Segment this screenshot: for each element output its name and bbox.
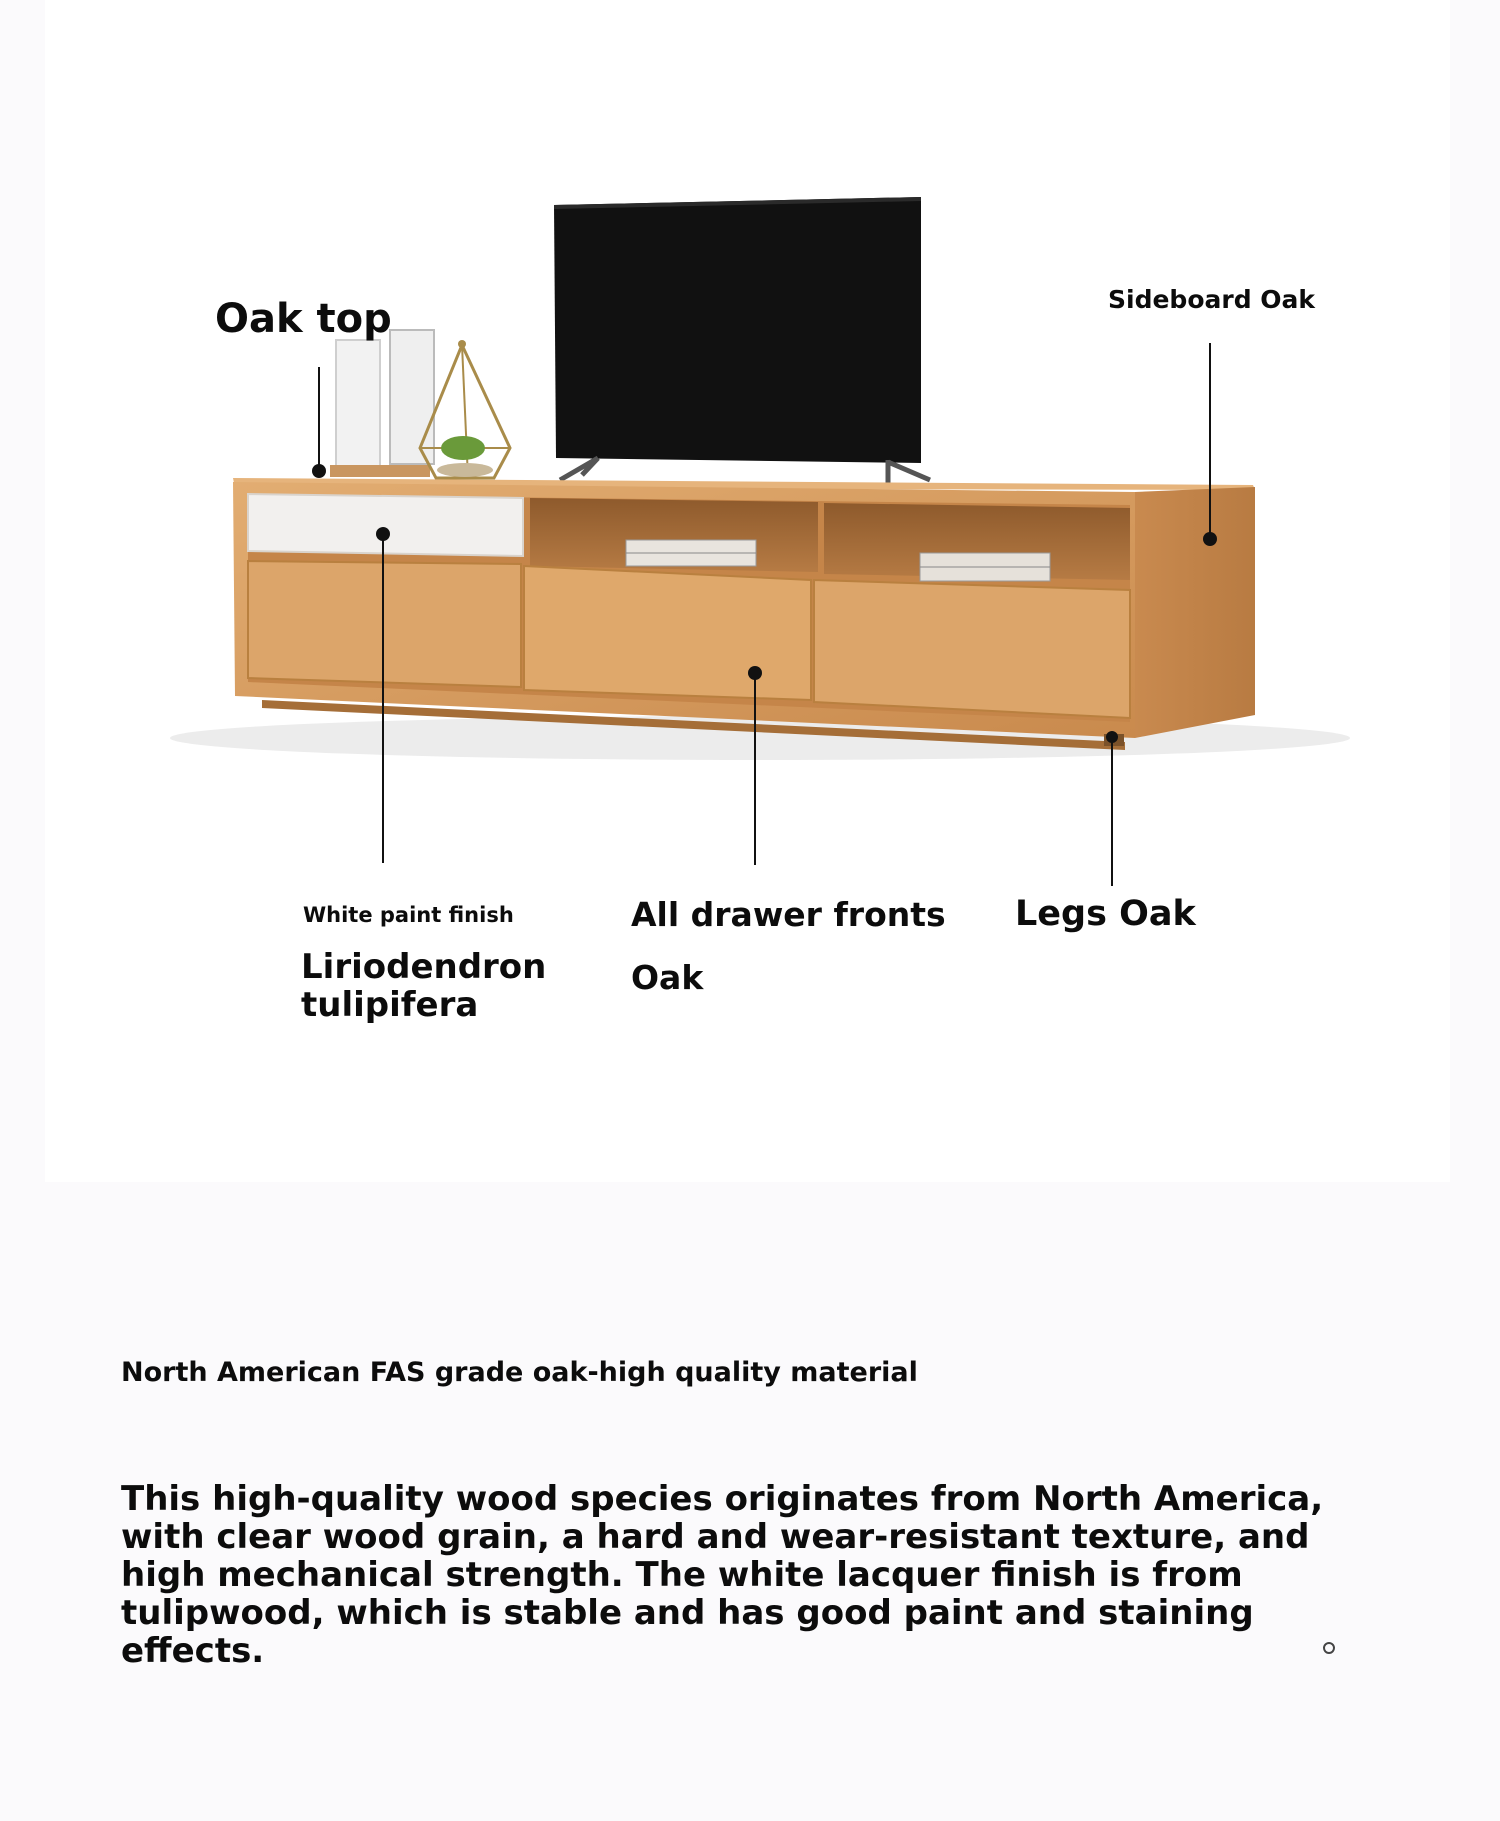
photo-frames [330, 330, 434, 477]
tv-cabinet [233, 478, 1255, 750]
material-heading: North American FAS grade oak-high quality material [121, 1357, 918, 1388]
legs-oak-label: Legs Oak [1015, 894, 1196, 934]
sideboard-dot [1203, 532, 1217, 546]
drawer-oak-label: Oak [631, 958, 704, 997]
sideboard-oak-label: Sideboard Oak [1108, 285, 1316, 314]
white-paint-finish-label: White paint finish [303, 903, 514, 927]
material-description: This high-quality wood species originates from North America, with clear wood grain, a hard and wear-resistant texture, and high mechanical strength. The white lacquer finish is from tulipwood, which is stable and has good paint and staining effects. [121, 1479, 1324, 1671]
oak-top-label: Oak top [215, 296, 392, 342]
liriodendron-label: Liriodendron tulipifera [301, 947, 547, 1025]
television [554, 197, 930, 484]
cabinet-side [1135, 487, 1255, 738]
drawer-fronts-label: All drawer fronts [631, 895, 946, 934]
tv-stand-right [888, 460, 930, 484]
drawer-left [248, 561, 521, 687]
tv-screen [554, 197, 921, 463]
tv-stand-left [560, 458, 598, 480]
drawer-right [814, 580, 1130, 718]
circle-icon [1323, 1642, 1335, 1654]
oak-top-dot [312, 464, 326, 478]
white-drawer [248, 494, 523, 556]
drawer-middle [524, 566, 811, 700]
